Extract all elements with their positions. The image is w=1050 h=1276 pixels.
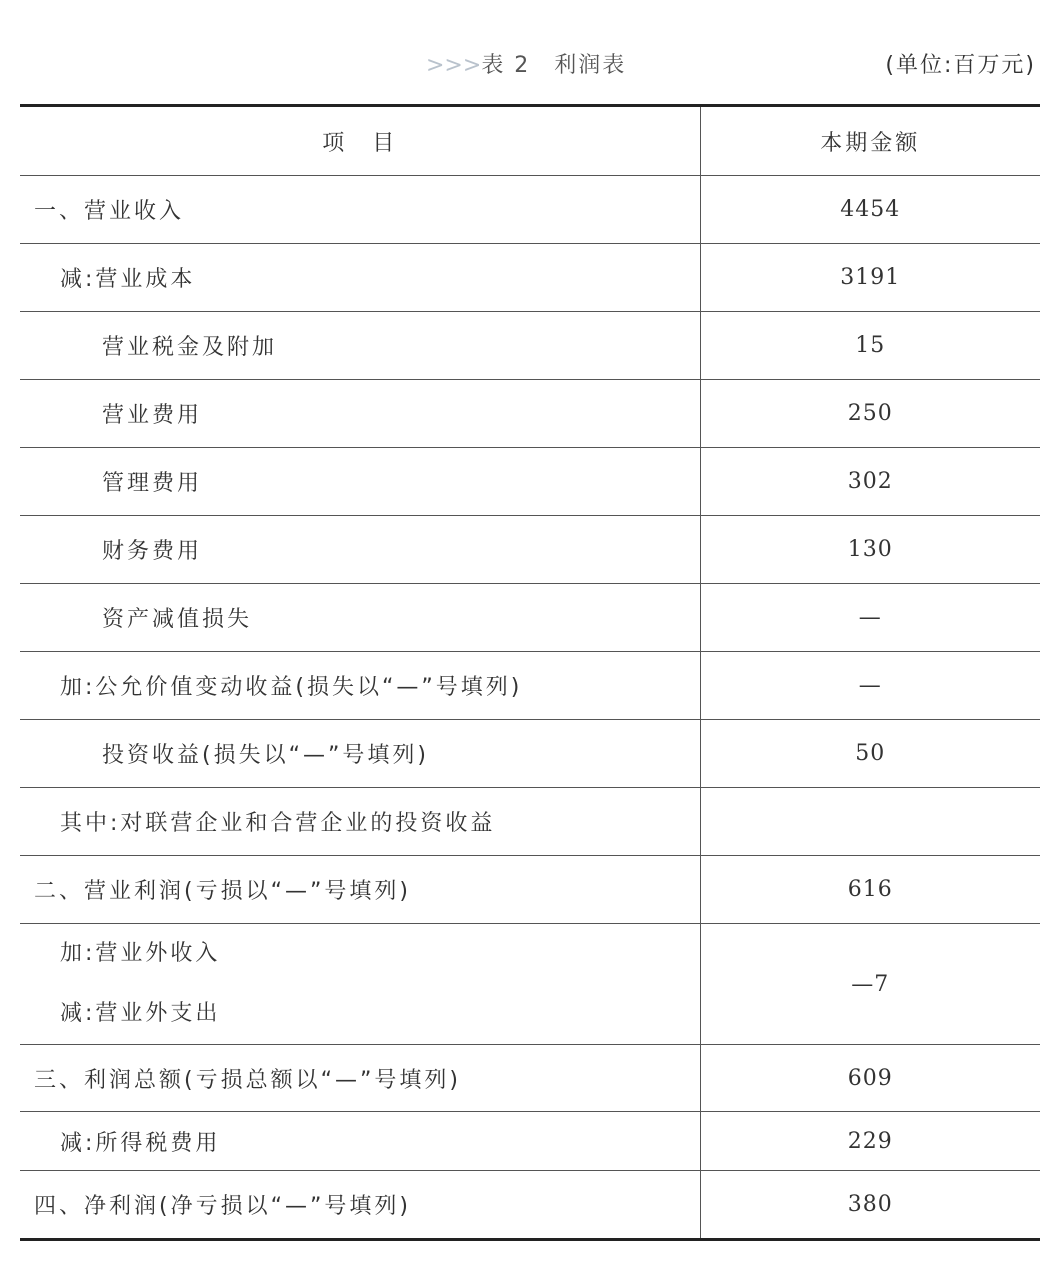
- row-amount: —7: [700, 924, 1040, 1045]
- row-amount: 302: [700, 448, 1040, 516]
- row-amount: 4454: [700, 176, 1040, 244]
- row-amount: 250: [700, 380, 1040, 448]
- row-item-line-2: 减:营业外支出: [60, 1001, 221, 1026]
- table-row: [20, 652, 1040, 720]
- row-amount: 3191: [700, 244, 1040, 312]
- row-item-line-1: 加:营业外收入: [60, 941, 221, 966]
- row-item: 三、利润总额(亏损总额以“—”号填列): [20, 1045, 700, 1112]
- row-item: 其中:对联营企业和合营企业的投资收益: [20, 788, 700, 856]
- table-row: [20, 1045, 1040, 1112]
- row-item: 管理费用: [20, 448, 700, 516]
- table-caption: [0, 44, 1050, 84]
- table-row: [20, 584, 1040, 652]
- header-amount: 本期金额: [700, 106, 1040, 176]
- table-row: [20, 516, 1040, 584]
- row-item: 减:营业成本: [20, 244, 700, 312]
- table-row: [20, 312, 1040, 380]
- row-amount: 380: [700, 1171, 1040, 1240]
- row-amount: 616: [700, 856, 1040, 924]
- income-statement-table: [20, 104, 1040, 1241]
- table-row: [20, 448, 1040, 516]
- table-row: [20, 380, 1040, 448]
- table-row: [20, 1112, 1040, 1171]
- row-amount: 229: [700, 1112, 1040, 1171]
- table-row: [20, 1171, 1040, 1240]
- row-amount: 130: [700, 516, 1040, 584]
- row-item: 资产减值损失: [20, 584, 700, 652]
- row-item: 投资收益(损失以“—”号填列): [20, 720, 700, 788]
- table-unit: (单位:百万元): [885, 53, 1036, 78]
- table-row: [20, 176, 1040, 244]
- row-item-combined: [20, 924, 700, 1045]
- row-amount: 50: [700, 720, 1040, 788]
- row-amount: 15: [700, 312, 1040, 380]
- row-amount: —: [700, 652, 1040, 720]
- row-amount: [700, 788, 1040, 856]
- row-item: 营业费用: [20, 380, 700, 448]
- table-row: [20, 788, 1040, 856]
- table-row: [20, 720, 1040, 788]
- table-row: [20, 244, 1040, 312]
- header-item: 项 目: [20, 106, 700, 176]
- arrow-marker-icon: >>>: [426, 53, 482, 78]
- table-title-text: 表 2 利润表: [481, 53, 627, 78]
- row-item: 一、营业收入: [20, 176, 700, 244]
- row-amount: 609: [700, 1045, 1040, 1112]
- row-item: 财务费用: [20, 516, 700, 584]
- table-title: [426, 48, 626, 79]
- row-amount: —: [700, 584, 1040, 652]
- table-header-row: [20, 106, 1040, 176]
- table-row: [20, 924, 1040, 1045]
- row-item: 四、净利润(净亏损以“—”号填列): [20, 1171, 700, 1240]
- row-item: 二、营业利润(亏损以“—”号填列): [20, 856, 700, 924]
- table-row: [20, 856, 1040, 924]
- row-item: 减:所得税费用: [20, 1112, 700, 1171]
- row-item: 加:公允价值变动收益(损失以“—”号填列): [20, 652, 700, 720]
- row-item: 营业税金及附加: [20, 312, 700, 380]
